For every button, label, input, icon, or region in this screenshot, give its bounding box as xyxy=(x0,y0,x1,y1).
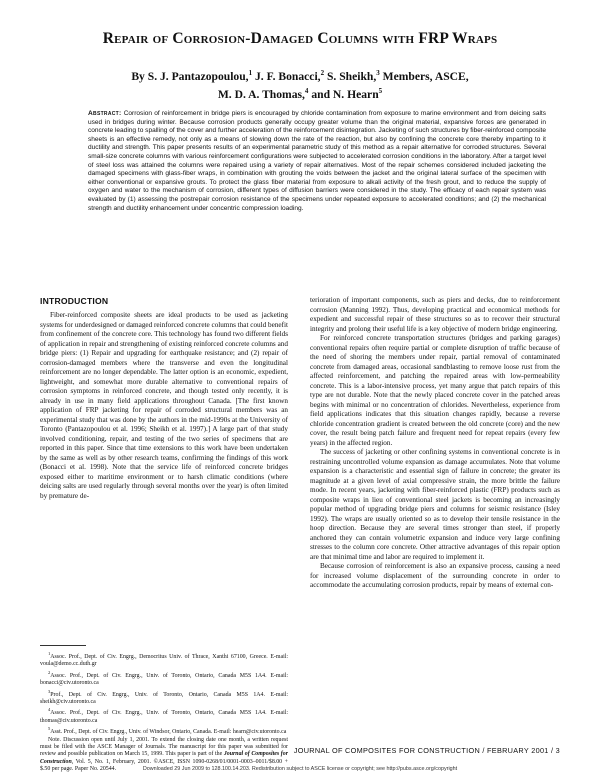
author-hearn: and N. Hearn xyxy=(308,87,379,101)
footnote-text: Assoc. Prof., Dept. of Civ. Engrg., Democritus Univ. of Thrace, Xanthi 67100, Greece. E-mail: voula@demo.cc.duth.gr xyxy=(40,653,288,668)
running-footer: JOURNAL OF COMPOSITES FOR CONSTRUCTION / FEBRUARY 2001 / 3 xyxy=(293,746,560,755)
footnote-divider xyxy=(40,645,86,646)
author-line-1 xyxy=(60,66,540,84)
author-bonacci: J. F. Bonacci, xyxy=(252,69,321,83)
left-column xyxy=(40,311,288,501)
author-footnote-marker: 3 xyxy=(376,69,380,77)
intro-paragraph-3: The success of jacketing or other confining systems in conventional concrete is in restraining uncontrolled volume expansion as damage accumulates. Note that volume expansion is a characteristic and essential sign of failure in concrete; the greater its magnitude at a given level of axial compressive strain, the more brittle the failure mode. In recent years, jacketing with fiber-reinforced plastic (FRP) products such as composite wraps in lieu of conventional steel jackets is becoming an increasingly popular method of upgrading bridge piers and columns for seismic resistance (Isley 1992). The wraps are usually oriented so as to develop their tensile resistance in the hoop direction. Because they are several times stronger than steel, if properly anchored they can contain volumetric expansion and induce very large confining stresses to the column core concrete. Other attractive advantages of this repair option are that minimal time and labor are required to implement it. xyxy=(310,448,560,561)
author-footnote-marker: 2 xyxy=(320,69,325,77)
author-sheikh: S. Sheikh, xyxy=(324,69,377,83)
note-text: , Vol. 5, No. 1, February, 2001. ©ASCE, ISSN 1090-0268/01/0001-0003–0011/$8.00 + $.50 per page. Paper No. 20544. xyxy=(40,758,288,773)
footnote-text: Assoc. Prof., Dept. of Civ. Engrg., Univ. of Toronto, Ontario, Canada M5S 1A4. E-mail: bonacci@civ.utoronto.ca xyxy=(40,672,288,687)
paper-title: Repair of Corrosion-Damaged Columns with FRP Wraps xyxy=(102,30,498,47)
intro-paragraph-2: For reinforced concrete transportation structures (bridges and parking garages) conventional repairs often require partial or complete disruption of traffic because of the need of shoring the members under repair, partial removal of contaminated concrete from damaged areas, occasional sandblasting to remove loose rust from the affected reinforcement, and patching the repaired areas with low-permeability concrete. This is a labor-intensive process, yet many argue that patch repairs of this type are not durable. Note that the newly placed concrete cover in the patched areas begins with minimal or no concentration of chlorides. Nevertheless, experience from field applications indicates that this situation changes rapidly, because a reverse chloride concentration gradient is created between the old concrete (core) and the new cover, the result being patch failure and frequent need for repeat repairs (every few years) in the affected region. xyxy=(310,334,560,447)
abstract xyxy=(88,110,546,213)
footnote-marker: 1 xyxy=(48,651,51,656)
note-text: Note. Discussion open until July 1, 2001. To extend the closing date one month, a written request must be filed with the ASCE Manager of Journals. The manuscript for this paper was submitted for review and possible publication on March 15, 1999. This paper is part of the xyxy=(40,736,288,758)
intro-paragraph-4: Because corrosion of reinforcement is also an expansive process, causing a need for increased volume displacement of the surrounding concrete in order to accommodate the accumulating corrosion products, repair by means of external con- xyxy=(310,562,560,589)
footnote-1 xyxy=(40,650,288,669)
footnote-marker: 4 xyxy=(48,707,51,713)
author-list xyxy=(60,66,540,102)
footnote-text: Prof., Dept. of Civ. Engrg., Univ. of Toronto, Ontario, Canada M5S 1A4. E-mail: sheikh@civ.utoronto.ca xyxy=(40,691,288,705)
section-heading-introduction: INTRODUCTION xyxy=(40,296,109,306)
footnote-text: Assoc. Prof., Dept. of Civ. Engrg., Univ. of Toronto, Ontario, Canada M5S 1A4. E-mail: thomas@civ.utoronto.ca xyxy=(40,710,288,724)
footnote-4 xyxy=(40,706,288,725)
author-footnote-marker: 4 xyxy=(304,86,309,95)
download-notice: Downloaded 29 Jun 2009 to 128.100.14.203. Redistribution subject to ASCE license or copyright; see http://pubs.asce.org/copyright xyxy=(142,766,458,772)
journal-name: Journal of Composites for Construction xyxy=(40,751,288,765)
footnotes xyxy=(40,650,288,774)
abstract-label: Abstract: xyxy=(88,110,122,117)
intro-paragraph-1: Fiber-reinforced composite sheets are ideal products to be used as jacketing systems for underdesigned or damaged reinforced concrete columns that could benefit from confinement of the concrete core. This technology has found two different fields of application in repair and strengthening of existing reinforced concrete columns and bridge piers: (1) Repair and upgrading for earthquake resistance; and (2) repair of corrosion-damaged members where the transverse and even the longitudinal reinforcement are no longer dependable. The latter option is an economic, expedient, lightweight, and somewhat more durable alternative to conventional repairs of corrosion symptoms in reinforced concrete, and though tested only recently, it is already in use in many field applications throughout Canada. [The first known application of FRP jacketing for repair of corroded structural members was an experimental study that was done by the authors in the mid-1990s at the University of Toronto (Pantazopoulou et al. 1996; Sheikh et al. 1997).] A large part of that study involved conditioning, repair, and testing of the two series of specimens that are reported in this paper. Since that time extensions to this work have been undertaken by the same as well as by other research teams, confirming the findings of this work (Bonacci et al. 1998). Note that the service life of reinforced concrete bridges exposed either to maritime environment or to harsh climatic conditions (where deicing salts are used regularly through several months over the year) is often limited by premature de- xyxy=(40,311,288,500)
right-column xyxy=(310,296,560,591)
abstract-text: Corrosion of reinforcement in bridge piers is encouraged by chloride contamination from exposure to marine environment and from deicing salts used in bridges during winter. Because corrosion products generally occupy greater volume than the original material, expansive forces are generated in concrete leading to spalling of the cover and further acceleration of the reinforcement disintegration. Jacketing of such structures by fiber-reinforced composite sheets is an effective remedy, not only as a means of slowing down the rate of the reaction, but also by confining the concrete core thereby imparting to it ductility and strength. This paper presents results of an experimental parametric study of this method as a repair alternative for corroded structures. Several small-size concrete columns with various reinforcement configurations were subjected to accelerated corrosion conditions in the laboratory. After a target level of steel loss was attained the columns were repaired using a variety of repair alternatives. Most of the repair schemes considered included jacketing the damaged specimens with glass-fiber wraps, in combination with grouting the voids between the jacket and the original lateral surface of the specimen with either conventional or expansive grouts. To protect the glass fiber material from exposure to alkali activity of the fresh grout, and to reduce the supply of oxygen and water to the mechanism of corrosion, different types of diffusion barriers were considered in the study. The efficacy of each repair system was evaluated by (1) assessing the postrepair corrosion resistance of the specimens under repeated exposure to accelerated conditions; and (2) the mechanical strength and ductility enhancement under concentric compression loading. xyxy=(88,110,547,212)
footnote-text: Asst. Prof., Dept. of Civ. Engrg., Univ. of Windsor, Ontario, Canada. E-mail: hearn@civ.utoronto.ca xyxy=(50,729,287,736)
intro-paragraph-continued: terioration of important components, such as piers and decks, due to reinforcement corrosion (Manning 1992). Thus, developing practical and economical methods for expedient and successful repair of these structures so as to recover their structural integrity and prolong their useful life is a key objective of modern bridge engineering. xyxy=(310,296,560,333)
author-membership: Members, ASCE, xyxy=(379,69,469,83)
author-footnote-marker: 5 xyxy=(378,86,383,95)
author-footnote-marker: 1 xyxy=(248,69,253,77)
footnote-3 xyxy=(40,688,288,707)
author-line-2 xyxy=(60,84,540,102)
author-pantazopoulou: By S. J. Pantazopoulou, xyxy=(131,69,249,83)
footnote-marker: 2 xyxy=(48,669,51,675)
footnote-marker: 5 xyxy=(48,726,51,732)
footnote-5 xyxy=(40,725,288,736)
author-thomas: M. D. A. Thomas, xyxy=(217,87,305,101)
footnote-marker: 3 xyxy=(48,688,51,694)
footnote-2 xyxy=(40,669,288,688)
